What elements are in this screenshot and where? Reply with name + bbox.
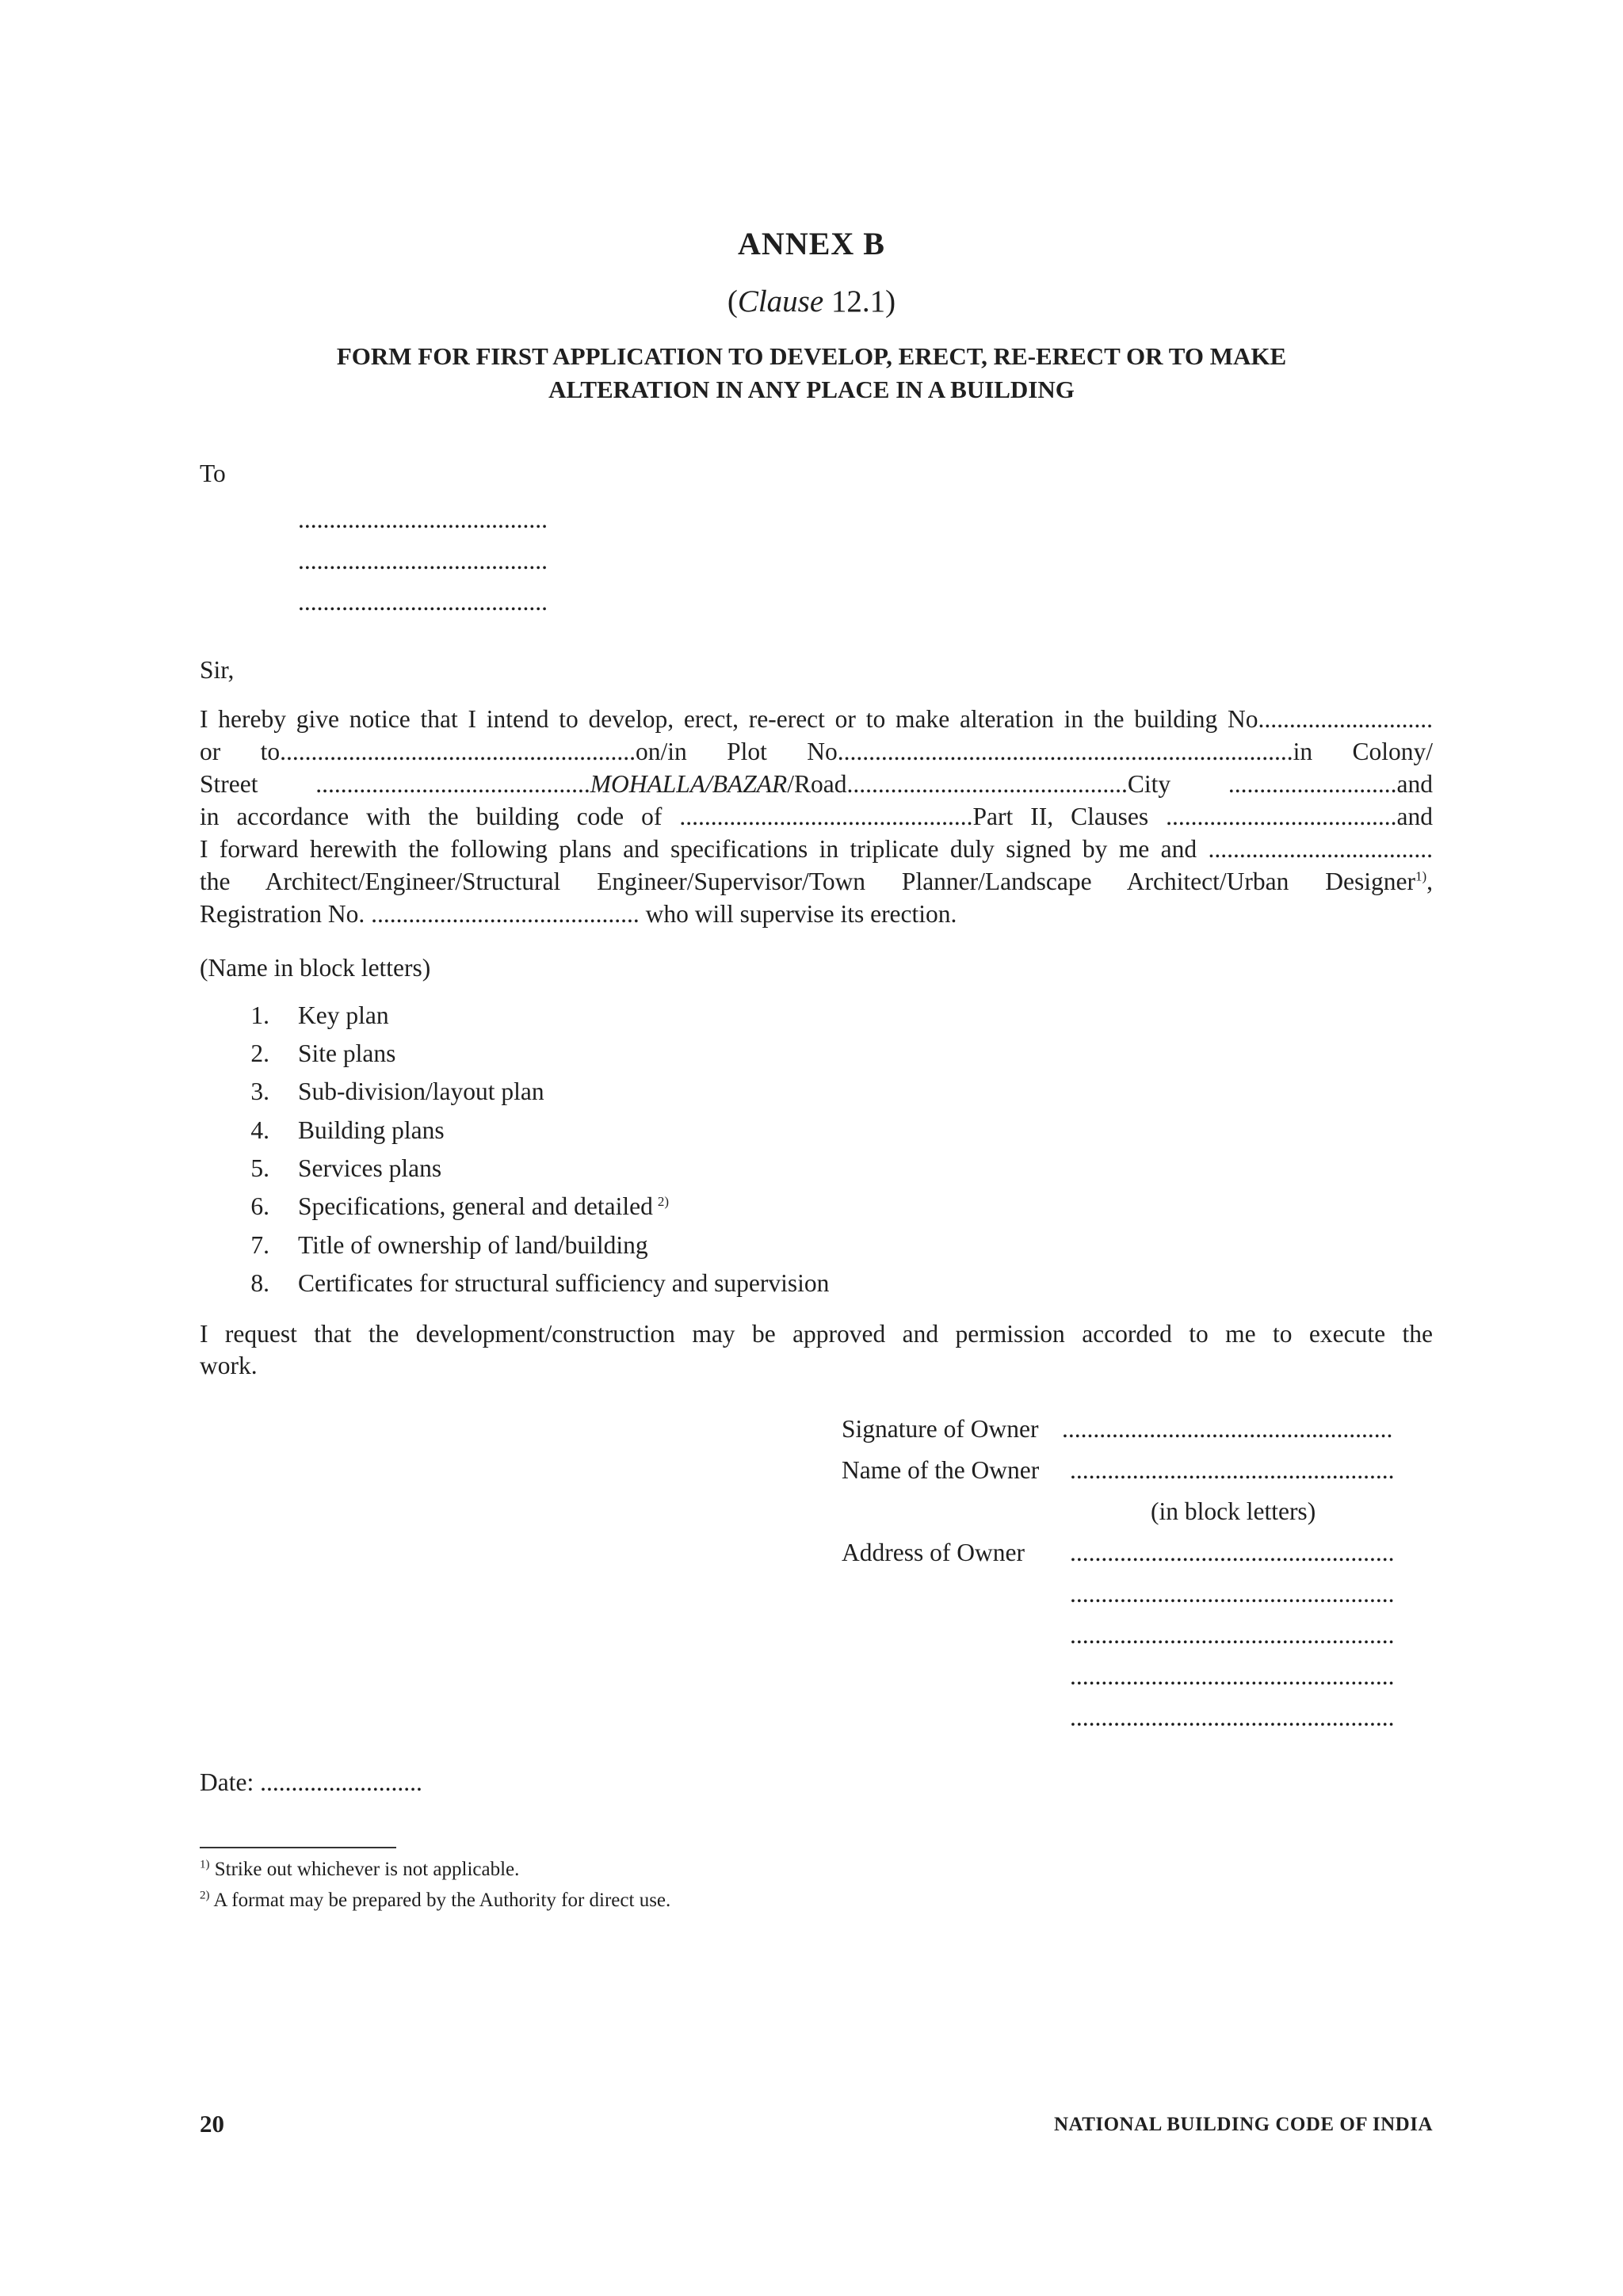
notice-comma: , bbox=[1426, 868, 1433, 895]
to-label: To bbox=[200, 460, 226, 487]
name-block-note: (Name in block letters) bbox=[200, 954, 431, 982]
list-item-number: 1. bbox=[250, 1001, 269, 1029]
list-item-number: 7. bbox=[250, 1231, 269, 1259]
clause-word: Clause bbox=[737, 284, 824, 318]
form-title-line-1: FORM FOR FIRST APPLICATION TO DEVELOP, ERECT, RE-ERECT OR TO MAKE bbox=[336, 342, 1287, 370]
footnote-mark: 1) bbox=[200, 1858, 210, 1871]
owner-address-label: Address of Owner bbox=[842, 1539, 1025, 1566]
footnote-text: A format may be prepared by the Authority for direct use. bbox=[209, 1890, 671, 1911]
list-item-number: 5. bbox=[250, 1154, 269, 1182]
annex-heading: ANNEX B bbox=[738, 226, 885, 261]
clause-number: 12.1) bbox=[823, 284, 896, 318]
list-item-text: Specifications, general and detailed bbox=[298, 1192, 653, 1220]
footnote-ref-1: 1) bbox=[1415, 868, 1427, 884]
list-item: Building plans bbox=[298, 1116, 445, 1144]
running-title: NATIONAL BUILDING CODE OF INDIA bbox=[1053, 2114, 1433, 2135]
list-item-number: 3. bbox=[250, 1077, 269, 1105]
date-field: Date: .......................... bbox=[200, 1768, 422, 1796]
notice-line-5: I forward herewith the following plans and specifications in triplicate duly signed by me and .................................... bbox=[200, 835, 1433, 863]
notice-line-2: or to.........................................................on/in Plot No.........................................................................in Colony/ bbox=[200, 738, 1433, 765]
block-letters-note: (in block letters) bbox=[1151, 1497, 1316, 1525]
notice-line-6 bbox=[200, 868, 1433, 896]
footnote-mark: 2) bbox=[200, 1889, 210, 1902]
list-item: Services plans bbox=[298, 1154, 442, 1182]
list-item: Key plan bbox=[298, 1001, 389, 1029]
salutation: Sir, bbox=[200, 656, 235, 684]
notice-road-city: /Road.............................................City ...........................and bbox=[787, 770, 1433, 798]
footnote-2 bbox=[200, 1890, 670, 1912]
form-title-line-2: ALTERATION IN ANY PLACE IN A BUILDING bbox=[548, 376, 1075, 403]
list-item-number: 8. bbox=[250, 1269, 269, 1297]
owner-name-field: .................................................... bbox=[1070, 1456, 1395, 1484]
notice-mohalla-bazar: MOHALLA/BAZAR bbox=[590, 770, 788, 798]
notice-line-4: in accordance with the building code of ...............................................Part II, Clauses .....................................and bbox=[200, 803, 1433, 830]
addressee-line: ........................................ bbox=[298, 547, 548, 574]
page-number: 20 bbox=[200, 2110, 224, 2138]
signature-label: Signature of Owner bbox=[842, 1415, 1039, 1443]
list-item: Title of ownership of land/building bbox=[298, 1231, 648, 1259]
owner-address-field: .................................................... bbox=[1070, 1662, 1395, 1690]
request-line-1: I request that the development/construction may be approved and permission accorded to me to execute the bbox=[200, 1320, 1433, 1348]
footnote-ref-2: 2) bbox=[657, 1193, 669, 1209]
clause-reference bbox=[0, 284, 1623, 319]
notice-line-7: Registration No. ........................................... who will supervise its erection. bbox=[200, 900, 957, 928]
list-item: Sub-division/layout plan bbox=[298, 1077, 544, 1105]
owner-address-field: .................................................... bbox=[1070, 1580, 1395, 1608]
list-item-number: 2. bbox=[250, 1039, 269, 1067]
notice-line-3 bbox=[200, 770, 1433, 799]
footnote-text: Strike out whichever is not applicable. bbox=[209, 1859, 520, 1880]
list-item-number: 6. bbox=[250, 1192, 269, 1220]
owner-name-label: Name of the Owner bbox=[842, 1456, 1040, 1484]
addressee-line: ........................................ bbox=[298, 588, 548, 616]
owner-address-field: .................................................... bbox=[1070, 1539, 1395, 1566]
list-item-number: 4. bbox=[250, 1116, 269, 1144]
notice-professionals: the Architect/Engineer/Structural Engineer/Supervisor/Town Planner/Landscape Architect/Urban Designer bbox=[200, 868, 1415, 895]
addressee-line: ........................................ bbox=[298, 505, 548, 533]
clause-open: ( bbox=[727, 284, 738, 318]
footnote-1 bbox=[200, 1859, 519, 1881]
notice-line-1: I hereby give notice that I intend to develop, erect, re-erect or to make alteration in the building No............................ bbox=[200, 705, 1433, 733]
request-line-2: work. bbox=[200, 1352, 258, 1379]
footnote-divider bbox=[200, 1847, 396, 1848]
owner-address-field: .................................................... bbox=[1070, 1621, 1395, 1649]
signature-field: ..................................................... bbox=[1062, 1415, 1393, 1443]
notice-street: Street ............................................ bbox=[200, 770, 590, 798]
list-item bbox=[298, 1192, 669, 1221]
list-item: Site plans bbox=[298, 1039, 396, 1067]
owner-address-field: .................................................... bbox=[1070, 1703, 1395, 1731]
list-item: Certificates for structural sufficiency and supervision bbox=[298, 1269, 830, 1297]
